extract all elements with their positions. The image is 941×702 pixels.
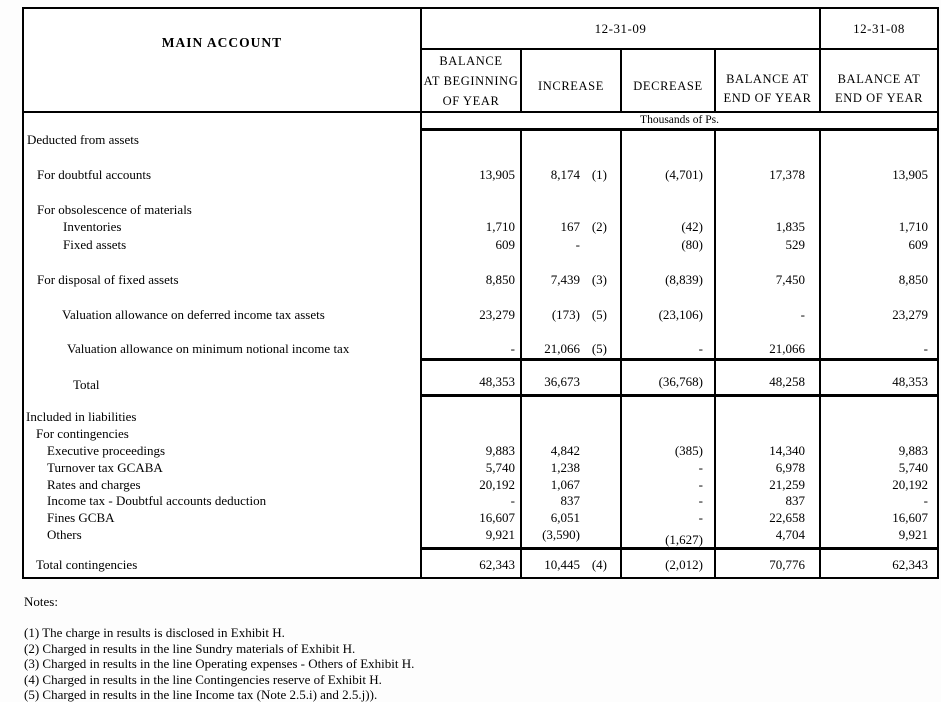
increase-value: 8,174 (1) — [550, 166, 607, 182]
column-increase-total-contingencies — [520, 547, 620, 577]
increase-value: 167 (2) — [560, 219, 607, 235]
row-label: Fixed assets — [63, 236, 127, 252]
beginning-value: - — [510, 493, 515, 509]
footnote-ref: (4) — [591, 557, 607, 572]
end_prior-value: 8,850 — [898, 271, 928, 287]
column-decrease-included-in-liabilities — [620, 397, 714, 547]
increase-value — [522, 253, 607, 270]
increase-value: (3,590) — [542, 527, 580, 543]
row-label: For doubtful accounts — [37, 166, 152, 182]
end_prior-value: 609 — [908, 236, 928, 252]
decrease-value: - — [698, 493, 703, 509]
increase-value: 36,673 — [544, 374, 580, 389]
decrease-value: (36,768) — [658, 374, 703, 389]
end_prior-value — [821, 409, 928, 426]
column-beginning-total-contingencies — [422, 547, 520, 577]
increase-value — [522, 426, 607, 443]
row-label: Fines GCBA — [47, 510, 115, 526]
beginning-value: 9,921 — [485, 527, 515, 543]
row-label: For contingencies — [36, 425, 129, 441]
beginning-value — [422, 426, 515, 443]
increase-value: 1,238 — [550, 459, 580, 475]
increase-value: - — [575, 236, 580, 252]
column-header-line: BALANCE AT — [726, 72, 809, 86]
end-value: 4,704 — [775, 527, 805, 543]
beginning-value — [422, 288, 515, 305]
note-line: (2) Charged in results in the line Sundry materials of Exhibit H. — [24, 640, 356, 656]
end-value: 21,066 — [769, 341, 805, 357]
end_prior-value: 23,279 — [892, 306, 928, 322]
end-value — [716, 288, 805, 305]
increase-value — [522, 201, 607, 218]
row-label: Valuation allowance on minimum notional income tax — [67, 341, 350, 357]
increase-value: (173) (5) — [551, 306, 607, 322]
beginning-value: 5,740 — [485, 459, 515, 475]
row-label: Total contingencies — [36, 557, 138, 572]
beginning-value: 48,353 — [479, 374, 515, 389]
end-value: 70,776 — [769, 557, 805, 572]
decrease-value — [622, 201, 703, 218]
decrease-value: (23,106) — [658, 306, 703, 322]
column-decrease-total-contingencies — [620, 547, 714, 577]
decrease-value: (4,701) — [665, 166, 703, 182]
footnote-ref: (2) — [591, 219, 607, 235]
column-end_prior-total-contingencies — [819, 547, 937, 577]
blank-row — [24, 288, 420, 305]
increase-value: 6,051 — [550, 510, 580, 526]
row-label: Income tax - Doubtful accounts deduction — [47, 493, 267, 509]
beginning-value: 20,192 — [479, 476, 515, 492]
beginning-value: 13,905 — [479, 166, 515, 182]
row-label: Executive proceedings — [47, 442, 166, 458]
decrease-value: - — [698, 459, 703, 475]
increase-value: 1,067 — [550, 476, 580, 492]
beginning-value — [422, 183, 515, 200]
note-line: (4) Charged in results in the line Contingencies reserve of Exhibit H. — [24, 671, 382, 687]
row-label: Inventories — [63, 219, 122, 235]
end_prior-value: 1,710 — [898, 219, 928, 235]
end_prior-value — [821, 148, 928, 165]
beginning-value: 1,710 — [485, 219, 515, 235]
decrease-value: (8,839) — [665, 271, 703, 287]
end-value — [716, 323, 805, 340]
row-label: Others — [47, 527, 82, 543]
increase-value — [522, 183, 607, 200]
column-header-increase — [520, 50, 620, 113]
decrease-value — [622, 426, 703, 443]
column-increase-included-in-liabilities — [520, 397, 620, 547]
column-header-decrease — [620, 50, 714, 113]
end_prior-value — [821, 253, 928, 270]
decrease-value — [622, 253, 703, 270]
end-value: 17,378 — [769, 166, 805, 182]
row-label: For disposal of fixed assets — [37, 271, 179, 287]
decrease-value: (80) — [681, 236, 703, 252]
end_prior-value: 9,921 — [898, 527, 928, 543]
column-header-line: BALANCE AT — [837, 72, 921, 86]
end_prior-value — [821, 131, 928, 148]
increase-value: 10,445 (4) — [544, 557, 607, 572]
increase-value — [522, 288, 607, 305]
end_prior-value: 20,192 — [892, 476, 928, 492]
row-label: Valuation allowance on deferred income tax assets — [62, 306, 325, 322]
footnote-ref: (3) — [591, 271, 607, 287]
column-header-line: AT BEGINNING — [423, 73, 519, 88]
row-label: Total — [73, 377, 100, 392]
decrease-value — [622, 148, 703, 165]
column-end-total-assets — [714, 358, 819, 397]
end_prior-value: 62,343 — [892, 557, 928, 572]
column-end-total-contingencies — [714, 547, 819, 577]
increase-value — [522, 148, 607, 165]
blank-row — [24, 323, 420, 340]
beginning-value: 8,850 — [485, 271, 515, 287]
column-header-end — [714, 50, 819, 113]
end_prior-value — [821, 323, 928, 340]
column-header-line: END OF YEAR — [723, 91, 812, 105]
allowances-table — [22, 7, 939, 579]
beginning-value: 9,883 — [485, 442, 515, 458]
section-labels-deducted-from-assets — [24, 131, 420, 358]
end_prior-value — [821, 201, 928, 218]
footnote-ref: (5) — [591, 306, 607, 322]
end_prior-value — [821, 183, 928, 200]
blank-row — [24, 253, 420, 270]
column-increase-deducted-from-assets — [520, 131, 620, 358]
main-account-header-cell — [24, 9, 422, 113]
end_prior-value: 48,353 — [892, 374, 928, 389]
footnotes-title: Notes: — [24, 594, 58, 609]
decrease-value: - — [698, 510, 703, 526]
end_prior-value: 9,883 — [898, 442, 928, 458]
end-value: 22,658 — [769, 510, 805, 526]
column-header-line: OF YEAR — [442, 93, 500, 108]
row-label: Included in liabilities — [26, 409, 137, 424]
end-value: 48,258 — [769, 374, 805, 389]
row-labels-column — [24, 113, 422, 577]
end_prior-value: 5,740 — [898, 459, 928, 475]
beginning-value — [422, 201, 515, 218]
column-header-line: DECREASE — [633, 78, 703, 93]
decrease-value: (2,012) — [665, 557, 703, 572]
beginning-value — [422, 253, 515, 270]
column-end-deducted-from-assets — [714, 131, 819, 358]
beginning-value: 23,279 — [479, 306, 515, 322]
decrease-value: (385) — [674, 442, 703, 458]
decrease-value: (1,627) — [665, 532, 703, 548]
increase-value — [522, 409, 607, 426]
column-beginning-deducted-from-assets — [422, 131, 520, 358]
decrease-value — [622, 183, 703, 200]
beginning-value — [422, 323, 515, 340]
decrease-value: - — [698, 341, 703, 357]
end-value: 7,450 — [775, 271, 805, 287]
column-beginning-included-in-liabilities — [422, 397, 520, 547]
footnote-ref: (5) — [591, 341, 607, 357]
column-increase-total-assets — [520, 358, 620, 397]
note-line: (3) Charged in results in the line Operating expenses - Others of Exhibit H. — [24, 656, 415, 672]
footnotes — [24, 594, 414, 702]
beginning-value: 62,343 — [479, 557, 515, 572]
column-header-line: INCREASE — [538, 78, 604, 93]
increase-value — [522, 131, 607, 148]
row-label: Rates and charges — [47, 476, 141, 492]
section-labels-total-contingencies — [24, 547, 420, 577]
end-value — [716, 148, 805, 165]
column-decrease-deducted-from-assets — [620, 131, 714, 358]
column-end_prior-total-assets — [819, 358, 937, 397]
end-value: 6,978 — [775, 459, 805, 475]
row-label: For obsolescence of materials — [37, 201, 192, 217]
beginning-value: 16,607 — [479, 510, 515, 526]
column-header-line: END OF YEAR — [834, 91, 924, 105]
section-labels-included-in-liabilities — [24, 397, 420, 547]
end_prior-value: - — [923, 341, 928, 357]
beginning-value — [422, 148, 515, 165]
increase-value — [522, 323, 607, 340]
end_prior-value — [821, 288, 928, 305]
end-value — [716, 409, 805, 426]
end-value: 837 — [785, 493, 805, 509]
column-end_prior-deducted-from-assets — [819, 131, 937, 358]
main-account-title: MAIN ACCOUNT — [161, 35, 283, 50]
end-value: 529 — [785, 236, 805, 252]
end-value: - — [800, 306, 805, 322]
note-line: (5) Charged in results in the line Income tax (Note 2.5.i) and 2.5.j)). — [24, 686, 378, 702]
period-prior-header: 12-31-08 — [819, 9, 937, 50]
end_prior-value: - — [923, 493, 928, 509]
units-note: Thousands of Ps. — [422, 113, 937, 131]
beginning-value: 609 — [495, 236, 515, 252]
increase-value: 21,066 (5) — [544, 341, 607, 357]
end-value — [716, 253, 805, 270]
column-decrease-total-assets — [620, 358, 714, 397]
beginning-value — [422, 409, 515, 426]
decrease-value — [622, 409, 703, 426]
column-header-line: BALANCE — [439, 53, 503, 68]
decrease-value — [622, 288, 703, 305]
column-end-included-in-liabilities — [714, 397, 819, 547]
row-label: Turnover tax GCABA — [47, 459, 163, 475]
row-label: Deducted from assets — [27, 132, 139, 147]
end-value: 1,835 — [775, 219, 805, 235]
beginning-value: - — [510, 341, 515, 357]
end-value — [716, 201, 805, 218]
end_prior-value: 16,607 — [892, 510, 928, 526]
note-line: (1) The charge in results is disclosed in Exhibit H. — [24, 625, 285, 641]
increase-value: 4,842 — [550, 442, 580, 458]
beginning-value — [422, 131, 515, 148]
increase-value: 837 — [560, 493, 580, 509]
end-value — [716, 426, 805, 443]
column-header-beginning — [422, 50, 520, 113]
end-value: 21,259 — [769, 476, 805, 492]
decrease-value — [622, 323, 703, 340]
footnotes-list — [24, 625, 414, 702]
column-end_prior-included-in-liabilities — [819, 397, 937, 547]
column-beginning-total-assets — [422, 358, 520, 397]
end-value — [716, 183, 805, 200]
end_prior-value — [821, 426, 928, 443]
section-labels-total-assets — [24, 358, 420, 397]
column-header-end-prior — [819, 50, 937, 113]
decrease-value — [622, 131, 703, 148]
decrease-value: (42) — [681, 219, 703, 235]
period-current-header: 12-31-09 — [422, 9, 819, 50]
decrease-value: - — [698, 476, 703, 492]
end-value — [716, 131, 805, 148]
increase-value: 7,439 (3) — [550, 271, 607, 287]
footnote-ref: (1) — [591, 166, 607, 182]
blank-row — [24, 183, 420, 200]
end_prior-value: 13,905 — [892, 166, 928, 182]
blank-row — [24, 148, 420, 165]
end-value: 14,340 — [769, 442, 805, 458]
